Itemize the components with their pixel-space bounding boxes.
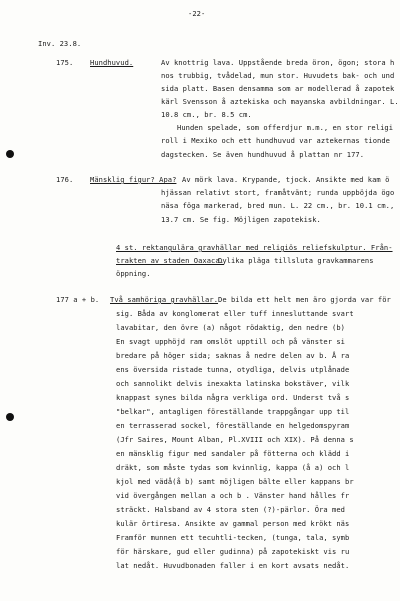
entry-177-line: kulär örtiresa. Ansikte av gammal person med krökt näs (116, 519, 350, 528)
entry-heading-177: Två samhöriga gravhällar. (110, 295, 219, 304)
entry-177-line: sig. Båda av konglomerat eller tuff innesluttande svart (116, 309, 354, 318)
entry-176-line: näsa föga markerad, bred mun. L. 22 cm., br. 10.1 cm., (161, 201, 395, 210)
entry-heading-176: Mänsklig figur? Apa? (90, 175, 177, 184)
entry-177-line: en mänsklig figur med sandaler på fötterna och klädd i (116, 449, 350, 458)
entry-176-line: Av mörk lava. Krypande, tjock. Ansikte med kam ö (182, 175, 390, 184)
entry-176-line: 13.7 cm. Se fig. Möjligen zapotekisk. (161, 215, 321, 224)
entry-177-line: knappast synes bilda några verkliga ord. Underst två s (116, 393, 350, 402)
entry-175-line: dagstecken. Se även hundhuvud å plattan nr 177. (161, 150, 365, 159)
entry-177-line: dräkt, som måste tydas som kvinnlig, kappa (å a) och l (116, 463, 350, 472)
entry-175-line: nos trubbig, tvådelad, mun stor. Huvudets bak- och und (161, 71, 395, 80)
entry-177-line: lavabitar, den övre (a) något rödaktig, den nedre (b) (116, 323, 346, 332)
entry-175-line: Hunden spelade, som offerdjur m.m., en stor religi (177, 123, 394, 132)
entry-177-line: ens översida ristade tunna, otydliga, delvis utplånade (116, 365, 350, 374)
entry-177-line: (Jfr Saires, Mount Alban, Pl.XVIII och XIX). På denna s (116, 435, 354, 444)
entry-175-line: kärl Svensson å aztekiska och mayanska avbildningar. L. (161, 97, 399, 106)
entry-177-line: en terrasserad sockel, föreställande en helgedomspyram (116, 421, 350, 430)
entry-175-line: sida platt. Basen densamma som ar modellerad å zapotek (161, 84, 395, 93)
entry-177-line: lat nedåt. Huvudbonaden faller i en kort avsats nedåt. (116, 561, 350, 570)
inventory-number: Inv. 23.8. (38, 39, 82, 48)
entry-177-line: och sannolikt delvis inexakta latinska bokstäver, vilk (116, 379, 350, 388)
group-heading-line: trakten av staden Oaxaca. (116, 256, 225, 265)
binder-hole-bottom (6, 413, 14, 421)
entry-number-176: 176. (56, 175, 74, 184)
entry-177-line: bredare på höger sida; saknas å nedre delen av b. Å ra (116, 351, 350, 360)
group-heading-line: 4 st. rektangulära gravhällar med religiös reliefskulptur. Från- (116, 243, 393, 252)
entry-177-line: "belkar", antagligen föreställande trappgångar upp til (116, 407, 350, 416)
entry-heading-175: Hundhuvud. (90, 58, 134, 67)
entry-177-line: En svagt upphöjd ram omslöt upptill och på vänster si (116, 337, 346, 346)
group-heading-line: Dylika pläga tillsluta gravkammarens (218, 256, 374, 265)
page-number: -22- (188, 9, 206, 18)
entry-177-line: vid övergången mellan a och b . Vänster hand hålles fr (116, 491, 350, 500)
entry-175-line: 10.8 cm., br. 8.5 cm. (161, 110, 252, 119)
entry-177-line: för härskare, gud eller gudinna) på zapotekiskt vis ru (116, 547, 350, 556)
entry-177-line: Framför munnen ett tecuhtli-tecken, (tunga, tala, symb (116, 533, 350, 542)
entry-number-177: 177 a + b. (56, 295, 100, 304)
entry-176-line: hjässan relativt stort, framåtvänt; runda uppböjda ögo (161, 188, 395, 197)
entry-177-line: sträckt. Halsband av 4 stora sten (?)-pärlor. Öra med (116, 505, 346, 514)
entry-177-line: kjol med vädå(å b) samt möjligen bälte eller kappans br (116, 477, 354, 486)
entry-number-175: 175. (56, 58, 74, 67)
entry-177-line: De bilda ett helt men äro gjorda var för (218, 295, 391, 304)
entry-175-line: roll i Mexiko och ett hundhuvud var aztekernas tionde (161, 136, 391, 145)
group-heading-line: öppning. (116, 269, 151, 278)
entry-175-line: Av knottrig lava. Uppstående breda öron, ögon; stora h (161, 58, 395, 67)
binder-hole-top (6, 150, 14, 158)
